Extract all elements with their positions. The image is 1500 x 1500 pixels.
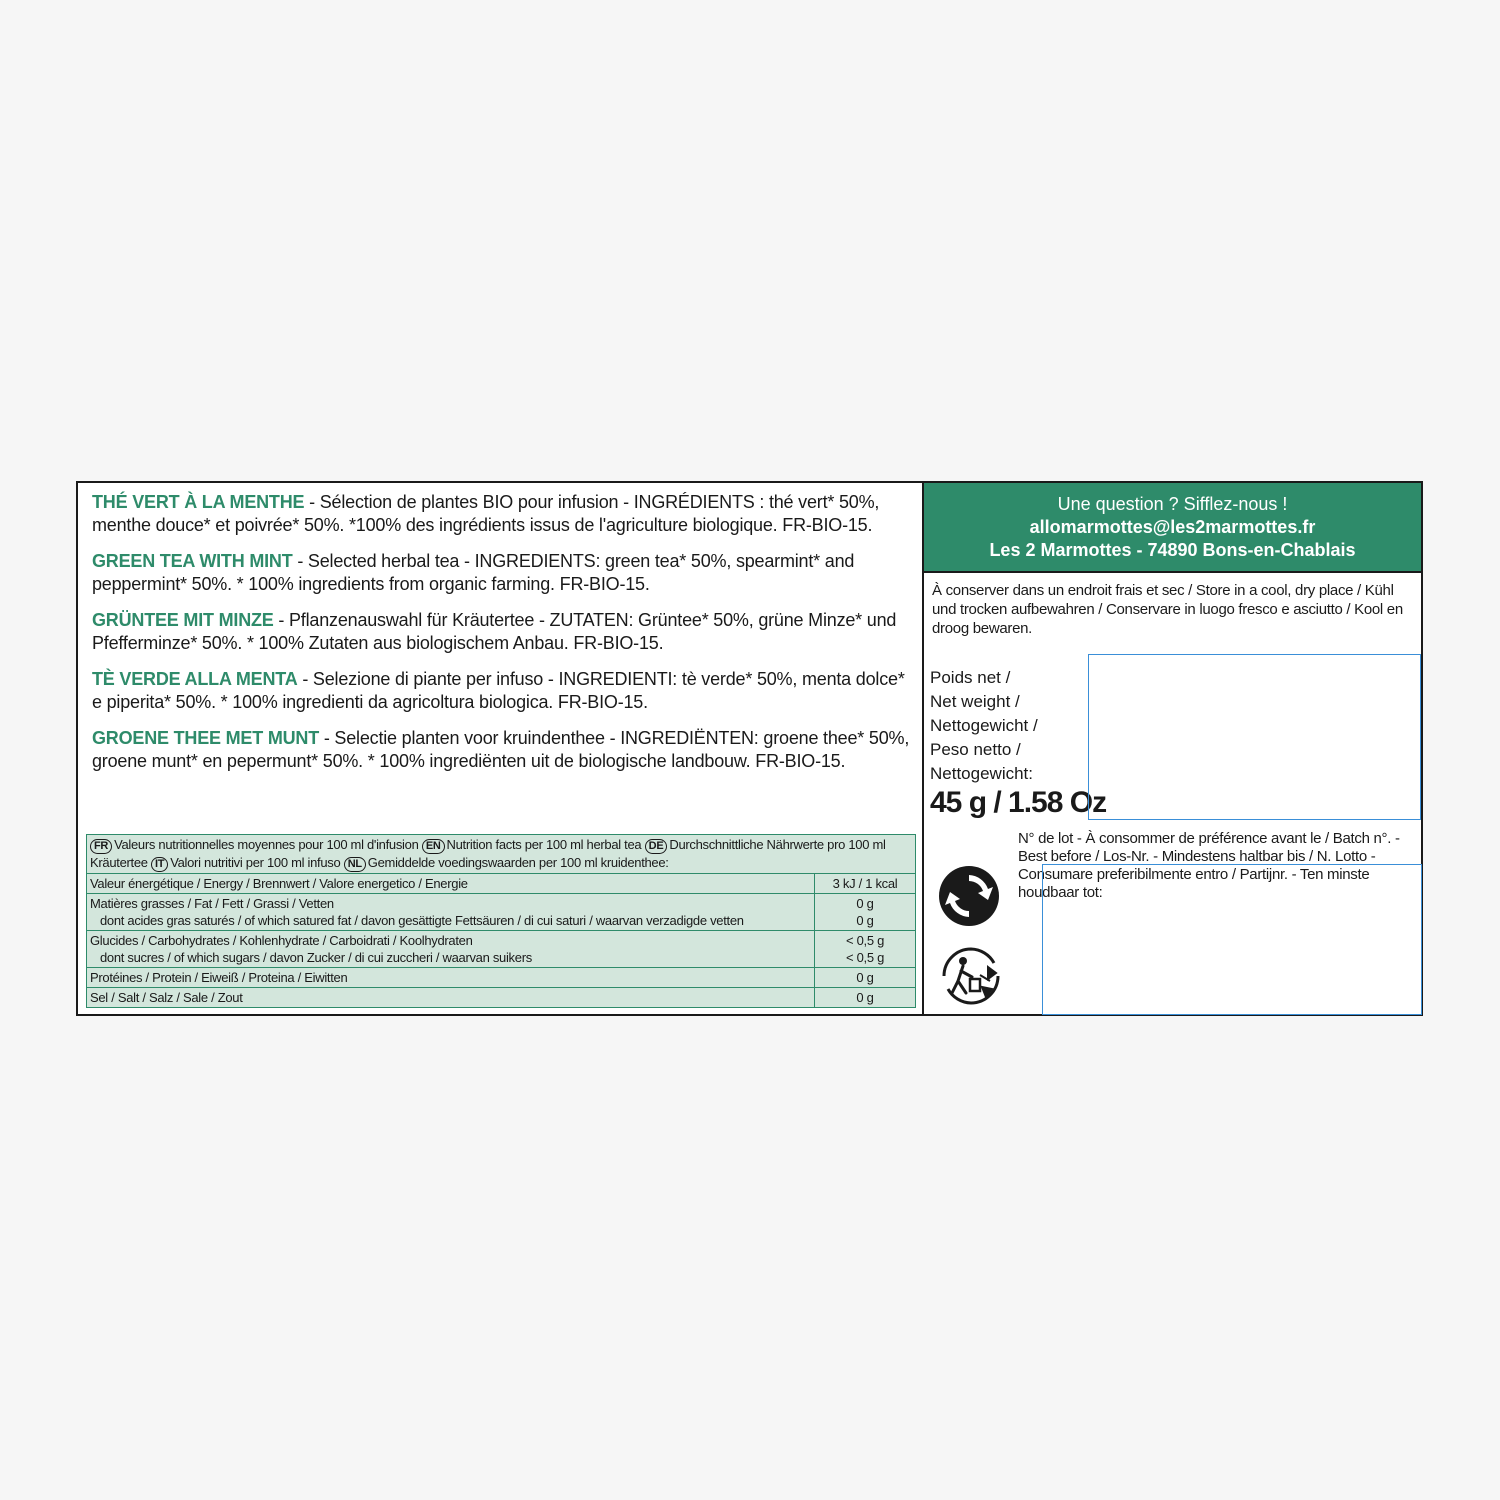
ingredients-nl: GROENE THEE MET MUNT - Selectie planten voor kruindenthee - INGREDIËNTEN: groene thee* 50%, groene munt* en pepermunt* 50%. * 100% ingrediënten uit de biologische landbouw. FR-BIO-15.: [92, 728, 910, 771]
contact-box: [924, 483, 1421, 571]
lang-badge-it: IT: [151, 857, 168, 872]
net-weight-box: [1088, 654, 1421, 820]
contact-address: Les 2 Marmottes - 74890 Bons-en-Chablais: [989, 540, 1356, 560]
recycle-icon: [938, 865, 1000, 927]
lang-badge-nl: NL: [344, 857, 366, 872]
storage-instructions: À conserver dans un endroit frais et sec / Store in a cool, dry place / Kühl und trocken aufbewahren / Conservare in luogo fresco e asciutto / Kool en droog bewaren.: [932, 582, 1403, 637]
nutrition-row-fat: Matières grasses / Fat / Fett / Grassi / Vetten dont acides gras saturés / of which satured fat / davon gesättigte Fettsäuren / di cui saturi / waarvan verzadigde vetten 0 g 0 g: [87, 894, 915, 931]
ingredients-it: TÈ VERDE ALLA MENTA - Selezione di piante per infuso - INGREDIENTI: tè verde* 50%, menta dolce* e piperita* 50%. * 100% ingredienti da agricoltura biologica. FR-BIO-15.: [92, 669, 905, 712]
net-weight-value: 45 g / 1.58 Oz: [930, 786, 1107, 819]
tidy-man-icon: [936, 943, 1006, 1009]
ingredients-en: GREEN TEA WITH MINT - Selected herbal tea - INGREDIENTS: green tea* 50%, spearmint* and peppermint* 50%. * 100% ingredients from organic farming. FR-BIO-15.: [92, 551, 855, 594]
nutrition-row-salt: Sel / Salt / Salz / Sale / Zout 0 g: [87, 988, 915, 1008]
lang-badge-fr: FR: [90, 839, 112, 854]
nutrition-row-carbs: Glucides / Carbohydrates / Kohlenhydrate / Carboidrati / Koolhydraten dont sucres / of which sugars / davon Zucker / di cui zuccheri / waarvan suikers < 0,5 g < 0,5 g: [87, 931, 915, 968]
divider: [924, 571, 1421, 573]
contact-question: Une question ? Sifflez-nous !: [1057, 494, 1288, 514]
ingredients-section: [92, 491, 912, 786]
product-label: [76, 481, 1423, 1016]
label-right-panel: [924, 483, 1421, 1014]
label-left-panel: [78, 483, 924, 1014]
nutrition-table: [86, 834, 916, 1008]
net-weight-label: Poids net / Net weight / Nettogewicht / Peso netto / Nettogewicht:: [930, 668, 1038, 783]
lot-box: [1042, 864, 1422, 1015]
nutrition-row-energy: Valeur énergétique / Energy / Brennwert / Valore energetico / Energie 3 kJ / 1 kcal: [87, 874, 915, 894]
contact-email: allomarmottes@les2marmottes.fr: [1029, 517, 1316, 537]
nutrition-header: FR Valeurs nutritionnelles moyennes pour 100 ml d'infusion EN Nutrition facts per 100 ml herbal tea DE Durchschnittliche Nährwerte pro 100 ml Kräutertee IT Valori nutritivi per 100 ml infuso NL Gemiddelde voedingswaarden per 100 ml kruidenthee:: [87, 835, 915, 874]
ingredients-fr: THÉ VERT À LA MENTHE - Sélection de plantes BIO pour infusion - INGRÉDIENTS : thé vert* 50%, menthe douce* et poivrée* 50%. *100% des ingrédients issus de l'agriculture biologique. FR-BIO-15.: [92, 492, 880, 535]
lang-badge-en: EN: [422, 839, 445, 854]
nutrition-row-protein: Protéines / Protein / Eiweiß / Proteina / Eiwitten 0 g: [87, 968, 915, 988]
lang-badge-de: DE: [645, 839, 668, 854]
lot-label: N° de lot - À consommer de préférence avant le / Batch n°. - Best before / Los-Nr. - Mindestens haltbar bis / N. Lotto - Consumare preferibilmente entro / Partijnr. - Ten minste houdbaar tot:: [1018, 830, 1400, 901]
ingredients-de: GRÜNTEE MIT MINZE - Pflanzenauswahl für Kräutertee - ZUTATEN: Grüntee* 50%, grüne Minze* und Pfefferminze* 50%. * 100% Zutaten aus biologischem Anbau. FR-BIO-15.: [92, 610, 897, 653]
